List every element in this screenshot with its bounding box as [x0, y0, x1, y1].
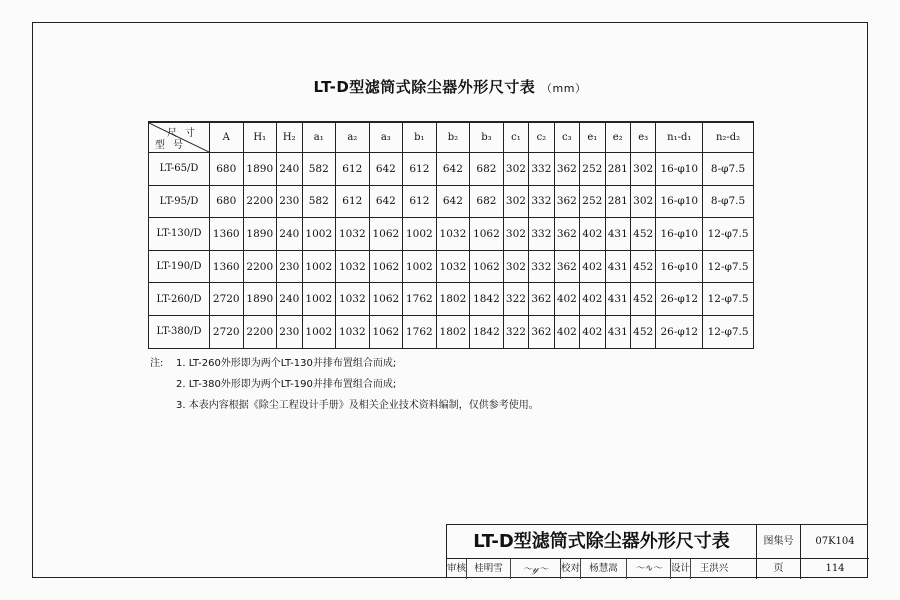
- value-cell: 362: [554, 185, 579, 218]
- model-cell: LT-260/D: [149, 283, 210, 316]
- value-cell: 2720: [210, 283, 244, 316]
- value-cell: 682: [470, 185, 504, 218]
- value-cell: 1842: [470, 283, 504, 316]
- value-cell: 362: [529, 315, 554, 348]
- value-cell: 2720: [210, 315, 244, 348]
- value-cell: 1002: [302, 283, 336, 316]
- page-number: 114: [825, 563, 845, 574]
- value-cell: 332: [529, 185, 554, 218]
- page-label: 页: [757, 559, 801, 579]
- value-cell: 12-φ7.5: [703, 250, 754, 283]
- value-cell: 1032: [336, 218, 370, 251]
- designer-name: 王洪兴: [699, 563, 729, 574]
- model-cell: LT-190/D: [149, 250, 210, 283]
- column-header: n₂-d₂: [703, 122, 754, 153]
- value-cell: 642: [436, 153, 470, 186]
- note-item-1: 1. LT-260外形即为两个LT-130并排布置组合而成;: [176, 358, 397, 369]
- checker-signature: ～∿～: [627, 559, 671, 579]
- design-label: 设计: [671, 559, 691, 579]
- value-cell: 452: [630, 218, 655, 251]
- value-cell: 431: [605, 283, 630, 316]
- value-cell: 1360: [210, 250, 244, 283]
- value-cell: 332: [529, 153, 554, 186]
- value-cell: 1062: [369, 283, 403, 316]
- signature-row: [447, 559, 757, 579]
- value-cell: 1062: [470, 250, 504, 283]
- column-header: e₃: [630, 122, 655, 153]
- title-block-name: LT-D型滤筒式除尘器外形尺寸表: [447, 525, 757, 559]
- check-label: 校对: [561, 559, 581, 579]
- notes-lead: 注:: [150, 358, 164, 369]
- column-header: c₃: [554, 122, 579, 153]
- value-cell: 1002: [302, 250, 336, 283]
- value-cell: 1032: [336, 315, 370, 348]
- value-cell: 402: [554, 283, 579, 316]
- table-body: [149, 153, 754, 349]
- value-cell: 362: [554, 153, 579, 186]
- column-header: c₂: [529, 122, 554, 153]
- note-item-2: 2. LT-380外形即为两个LT-190并排布置组合而成;: [176, 379, 397, 390]
- corner-label-model: 型号: [155, 140, 191, 151]
- column-header: e₁: [580, 122, 605, 153]
- value-cell: 16-φ10: [656, 153, 703, 186]
- column-header: e₂: [605, 122, 630, 153]
- value-cell: 2200: [243, 185, 277, 218]
- table-row: [149, 185, 754, 218]
- value-cell: 8-φ7.5: [703, 185, 754, 218]
- value-cell: 281: [605, 185, 630, 218]
- title-unit: （mm）: [541, 82, 587, 95]
- value-cell: 582: [302, 153, 336, 186]
- model-cell: LT-65/D: [149, 153, 210, 186]
- value-cell: 362: [554, 218, 579, 251]
- value-cell: 302: [503, 185, 528, 218]
- value-cell: 1842: [470, 315, 504, 348]
- value-cell: 302: [503, 153, 528, 186]
- value-cell: 230: [277, 250, 302, 283]
- value-cell: 1762: [403, 315, 437, 348]
- value-cell: 332: [529, 218, 554, 251]
- value-cell: 362: [554, 250, 579, 283]
- corner-header-cell: [149, 122, 210, 153]
- value-cell: 16-φ10: [656, 218, 703, 251]
- value-cell: 1890: [243, 283, 277, 316]
- value-cell: 1360: [210, 218, 244, 251]
- review-label: 审核: [447, 559, 467, 579]
- value-cell: 322: [503, 283, 528, 316]
- value-cell: 1062: [470, 218, 504, 251]
- note-item-3: 3. 本表内容根据《除尘工程设计手册》及相关企业技术资料编制，仅供参考使用。: [176, 400, 539, 411]
- atlas-number-label: 图集号: [757, 525, 801, 559]
- value-cell: 362: [529, 283, 554, 316]
- value-cell: 431: [605, 315, 630, 348]
- value-cell: 302: [503, 218, 528, 251]
- column-header: a₃: [369, 122, 403, 153]
- title-text: LT-D型滤筒式除尘器外形尺寸表: [313, 78, 536, 96]
- value-cell: 302: [630, 153, 655, 186]
- value-cell: 8-φ7.5: [703, 153, 754, 186]
- value-cell: 16-φ10: [656, 185, 703, 218]
- corner-label-size: 尺寸: [167, 128, 203, 139]
- value-cell: 1762: [403, 283, 437, 316]
- value-cell: 1062: [369, 218, 403, 251]
- value-cell: 240: [277, 153, 302, 186]
- value-cell: 12-φ7.5: [703, 315, 754, 348]
- model-cell: LT-130/D: [149, 218, 210, 251]
- value-cell: 612: [336, 153, 370, 186]
- reviewer-name: 桂明雪: [467, 559, 511, 579]
- value-cell: 302: [630, 185, 655, 218]
- value-cell: 12-φ7.5: [703, 218, 754, 251]
- value-cell: 402: [554, 315, 579, 348]
- value-cell: 16-φ10: [656, 250, 703, 283]
- value-cell: 1002: [302, 315, 336, 348]
- value-cell: 431: [605, 218, 630, 251]
- column-header: a₁: [302, 122, 336, 153]
- column-header: b₃: [470, 122, 504, 153]
- atlas-number-value: 07K104: [801, 525, 869, 559]
- column-header: n₁-d₁: [656, 122, 703, 153]
- value-cell: 1002: [403, 250, 437, 283]
- value-cell: 240: [277, 283, 302, 316]
- value-cell: 322: [503, 315, 528, 348]
- value-cell: 431: [605, 250, 630, 283]
- dimension-table: [148, 121, 754, 349]
- value-cell: 252: [580, 153, 605, 186]
- column-header: A: [210, 122, 244, 153]
- model-cell: LT-95/D: [149, 185, 210, 218]
- value-cell: 252: [580, 185, 605, 218]
- value-cell: 402: [580, 283, 605, 316]
- column-header: b₁: [403, 122, 437, 153]
- column-header: b₂: [436, 122, 470, 153]
- table-header-row: [149, 122, 754, 153]
- table-row: [149, 153, 754, 186]
- value-cell: 1802: [436, 283, 470, 316]
- value-cell: 1032: [336, 283, 370, 316]
- value-cell: 402: [580, 250, 605, 283]
- value-cell: 1062: [369, 250, 403, 283]
- value-cell: 1062: [369, 315, 403, 348]
- value-cell: 452: [630, 315, 655, 348]
- value-cell: 402: [580, 315, 605, 348]
- column-header: c₁: [503, 122, 528, 153]
- value-cell: 1002: [302, 218, 336, 251]
- table-title: [0, 76, 900, 97]
- value-cell: 281: [605, 153, 630, 186]
- value-cell: 2200: [243, 250, 277, 283]
- value-cell: 680: [210, 185, 244, 218]
- value-cell: 26-φ12: [656, 283, 703, 316]
- value-cell: 402: [580, 218, 605, 251]
- value-cell: 612: [403, 153, 437, 186]
- column-header: H₂: [277, 122, 302, 153]
- value-cell: 1890: [243, 153, 277, 186]
- table-row: [149, 315, 754, 348]
- table-row: [149, 283, 754, 316]
- value-cell: 332: [529, 250, 554, 283]
- column-header: a₂: [336, 122, 370, 153]
- value-cell: 1890: [243, 218, 277, 251]
- value-cell: 230: [277, 315, 302, 348]
- checker-name: 杨慧嵩: [581, 559, 627, 579]
- column-header: H₁: [243, 122, 277, 153]
- value-cell: 12-φ7.5: [703, 283, 754, 316]
- value-cell: 230: [277, 185, 302, 218]
- model-cell: LT-380/D: [149, 315, 210, 348]
- table-row: [149, 250, 754, 283]
- reviewer-signature: ～𝓎～: [511, 559, 561, 579]
- value-cell: 642: [369, 153, 403, 186]
- value-cell: 642: [436, 185, 470, 218]
- value-cell: 1802: [436, 315, 470, 348]
- value-cell: 612: [336, 185, 370, 218]
- table-row: [149, 218, 754, 251]
- value-cell: 612: [403, 185, 437, 218]
- value-cell: 642: [369, 185, 403, 218]
- value-cell: 1032: [436, 250, 470, 283]
- title-block: [446, 524, 868, 578]
- value-cell: 26-φ12: [656, 315, 703, 348]
- value-cell: 2200: [243, 315, 277, 348]
- value-cell: 302: [503, 250, 528, 283]
- value-cell: 452: [630, 250, 655, 283]
- value-cell: 582: [302, 185, 336, 218]
- value-cell: 452: [630, 283, 655, 316]
- value-cell: 1002: [403, 218, 437, 251]
- value-cell: 682: [470, 153, 504, 186]
- value-cell: 1032: [336, 250, 370, 283]
- value-cell: 680: [210, 153, 244, 186]
- value-cell: 1032: [436, 218, 470, 251]
- value-cell: 240: [277, 218, 302, 251]
